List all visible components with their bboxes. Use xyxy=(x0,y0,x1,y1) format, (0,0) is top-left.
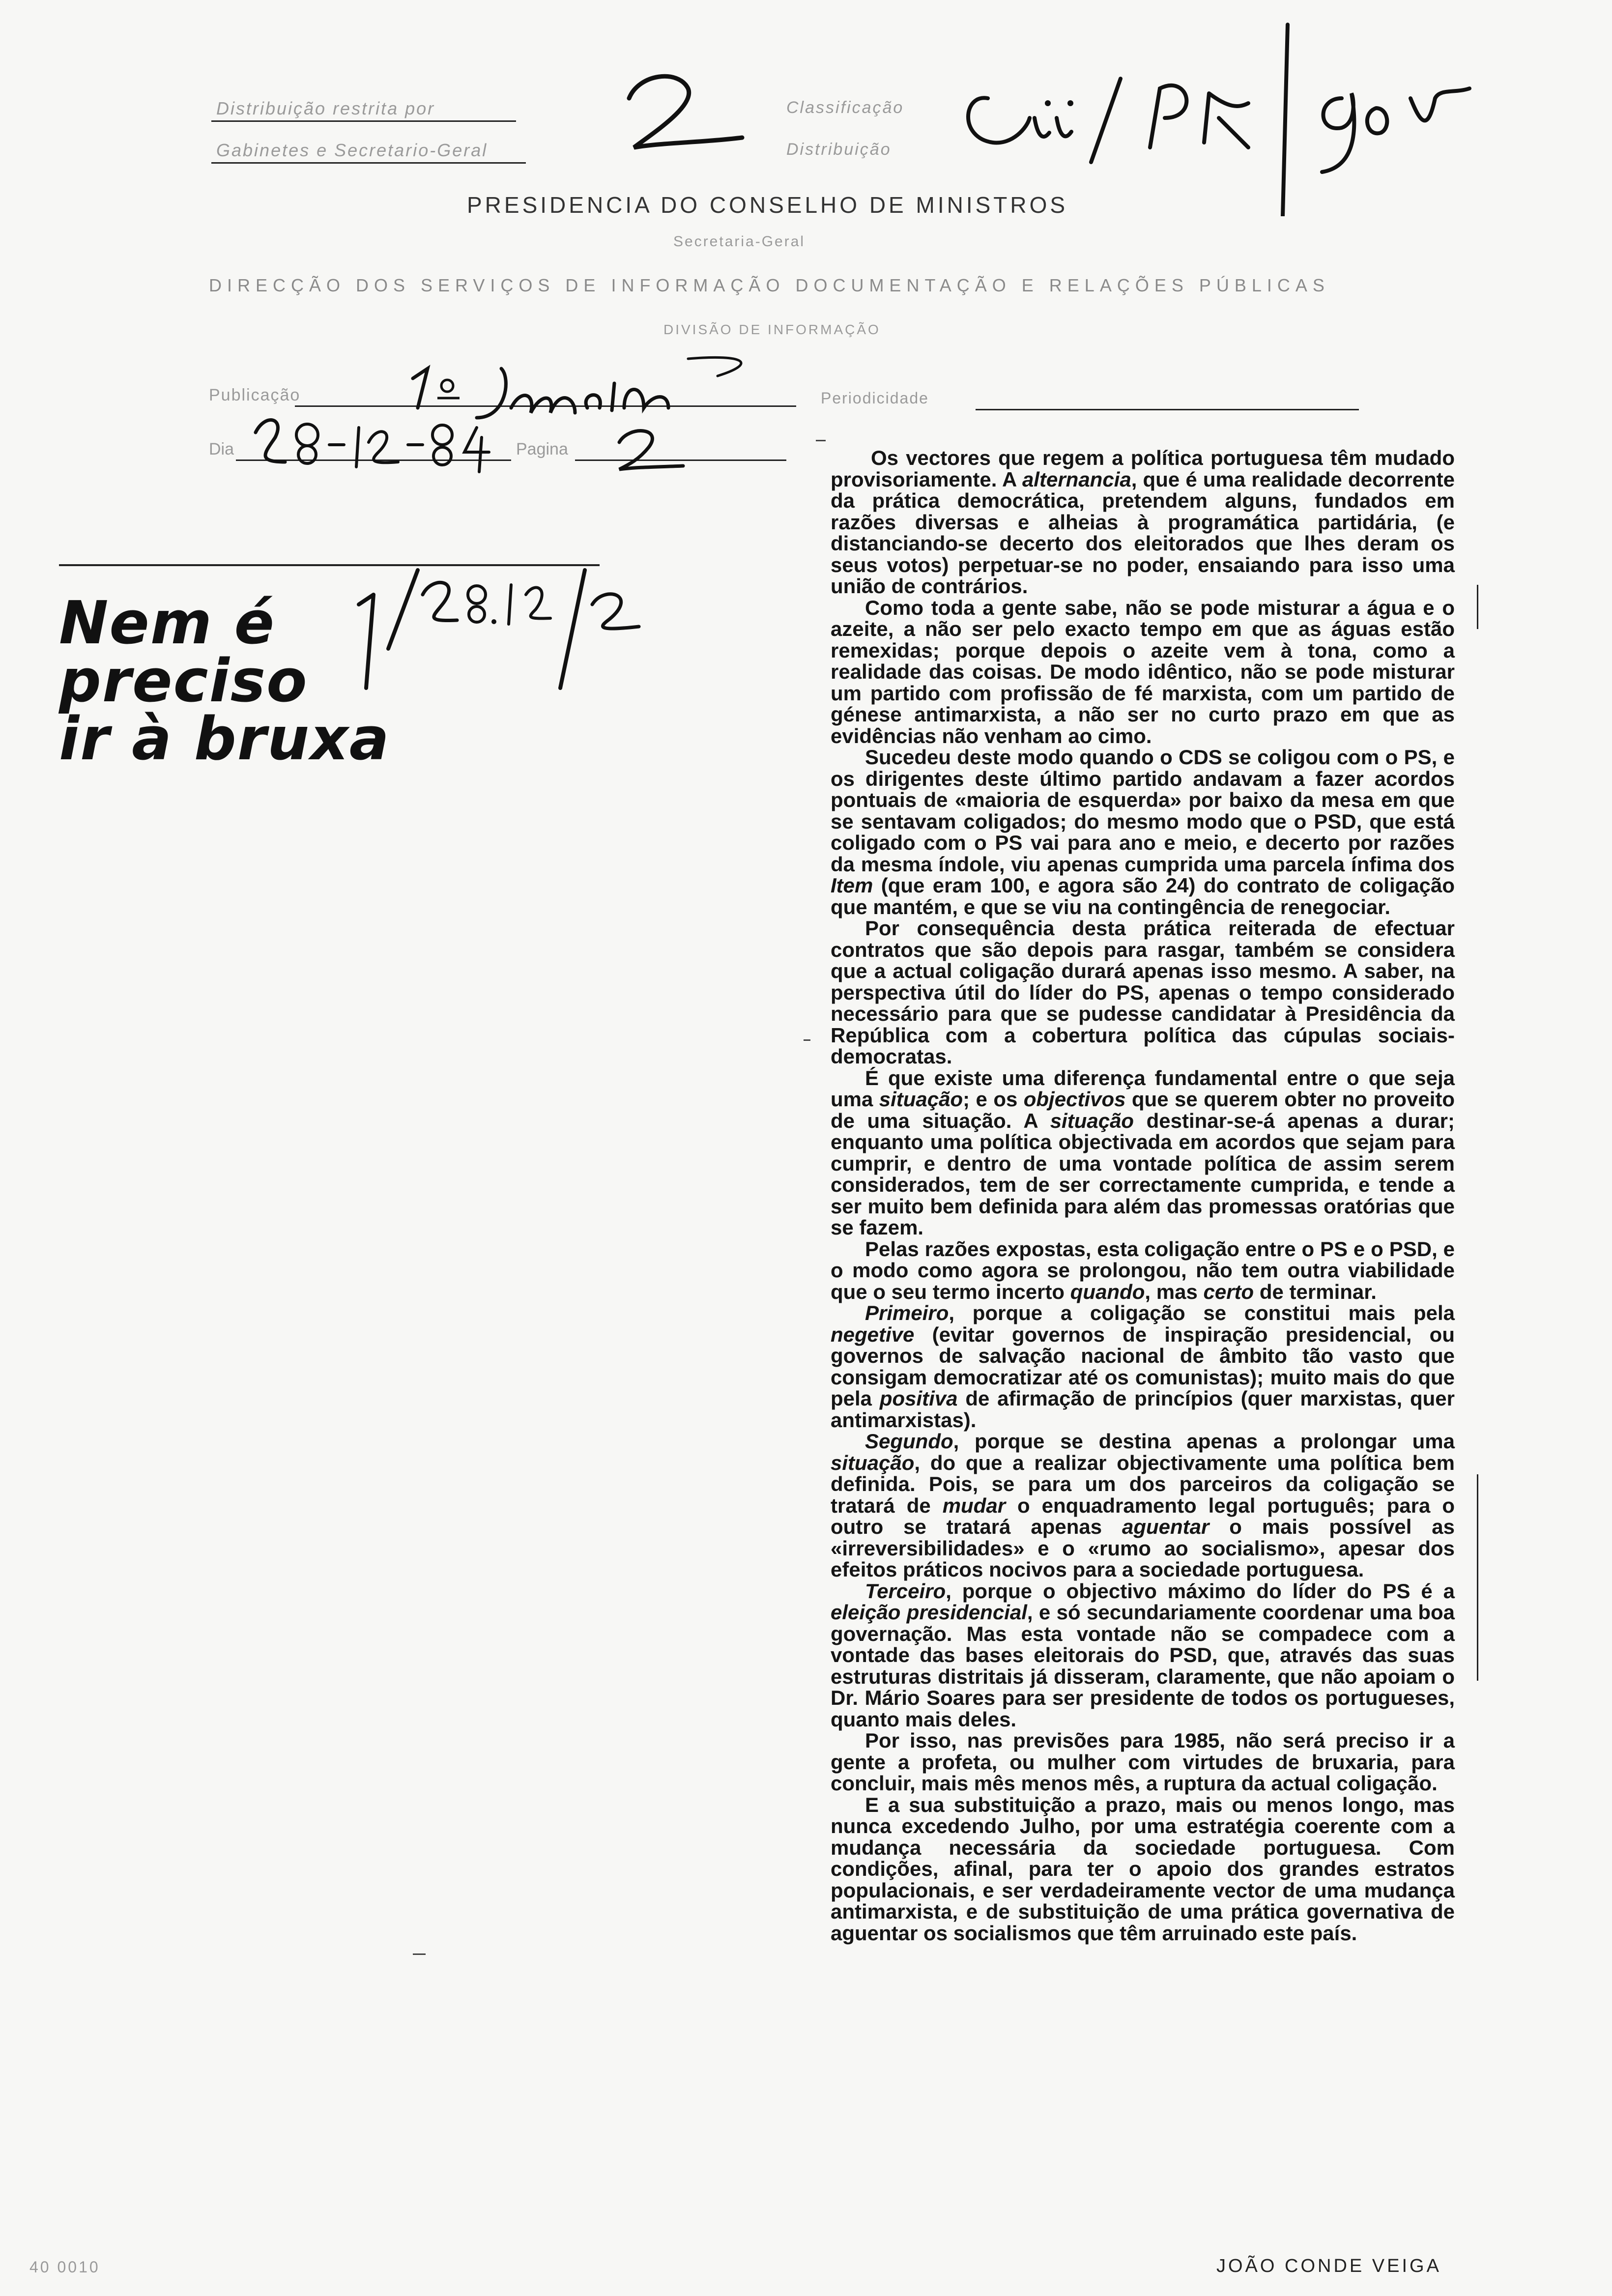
classification-label: Classificação xyxy=(786,98,904,117)
article-paragraph: Terceiro, porque o objectivo máximo do líder do PS é a eleição presidencial, e só secundariamente coordenar uma boa governação. Mas esta vontade não se compadece com a vontade das bases eleitorais do PSD, que, através das suas estruturas distritais já disseram, claramente, que não apoiam o Dr. Mário Soares para ser presidente de todos os portugueses, quanto mais deles. xyxy=(831,1579,1455,1731)
article-paragraph: E a sua substituição a prazo, mais ou menos longo, mas nunca excedendo Julho, por uma estratégia coerente com a mudança necessária da sociedade portuguesa. Com condições, afinal, para ter o apoio dos grandes estratos populacionais, e ser verdadeiramente vector de uma mudança antimarxista, e de substituição de uma prática governativa de aguentar os socialismos que têm arruinado este país. xyxy=(831,1793,1455,1945)
article-paragraph: Primeiro, porque a coligação se constitui mais pela negetive (evitar governos de inspiração presidencial, ou governos de salvação nacional de âmbito tão vasto que consigam democratizar até os comunistas); muito mais do que pela positiva de afirmação de princípios (quer marxistas, quer antimarxistas). xyxy=(831,1301,1455,1432)
handwritten-classification xyxy=(944,20,1494,216)
distribution-underline-2 xyxy=(211,162,526,164)
article-byline: JOÃO CONDE VEIGA xyxy=(1216,2256,1441,2276)
divider-dash xyxy=(816,440,826,441)
margin-dash xyxy=(804,1039,810,1041)
article-paragraph: Por isso, nas previsões para 1985, não será preciso ir a gente a profeta, ou mulher com virtudes de bruxaria, para concluir, mais mês menos mês, a ruptura da actual coligação. xyxy=(831,1729,1455,1795)
headline-line-1: Nem é preciso xyxy=(59,589,308,716)
periodicity-underline xyxy=(976,409,1359,410)
periodicity-label: Periodicidade xyxy=(821,389,929,407)
margin-line xyxy=(1477,1474,1478,1681)
handwritten-day xyxy=(246,403,501,477)
article-paragraph: Por consequência desta prática reiterada de efectuar contratos que são depois para rasgar, também se considera que a actual coligação durará apenas isso mesmo. A saber, na perspectiva útil do líder do PS, apenas o tempo considerado necessário para que se pudesse candidatar à Presidência da República com a cobertura política das cúpulas sociais-democratas. xyxy=(831,917,1455,1068)
handwritten-date-note xyxy=(344,565,649,693)
article-paragraph: Sucedeu deste modo quando o CDS se coligou com o PS, e os dirigentes deste último partido andavam a fazer acordos pontuais de «maioria de esquerda» por baixo da mesa em que se sentavam coligados; do mesmo modo que o PSD, que está coligado com o PS vai para ano e meio, e decerto por razões da mesma índole, viu apenas cumprida uma parcela ínfima dos Item (que eram 100, e agora são 24) do contrato de coligação que mantém, e que se viu na contingência de renegociar. xyxy=(831,746,1455,918)
footer-code: 40 0010 xyxy=(29,2258,100,2276)
secretariat-label: Secretaria-Geral xyxy=(673,233,806,250)
article-body xyxy=(831,447,1455,1944)
distribution-label: Distribuição xyxy=(786,140,892,159)
article-paragraph: Como toda a gente sabe, não se pode misturar a água e o azeite, a não ser pelo exacto tempo em que as águas estão remexidas; porque depois o azeite vem à tona, como a realidade das coisas. De modo idêntico, não se pode misturar um partido com profissão de fé marxista, com um partido de génese antimarxista, a não ser no curto prazo em que as evidências não venham ao cimo. xyxy=(831,596,1455,747)
handwritten-number-2 xyxy=(614,69,752,157)
page-label: Pagina xyxy=(516,440,568,459)
distribution-line-2: Gabinetes e Secretario-Geral xyxy=(216,140,488,160)
distribution-underline-1 xyxy=(211,120,516,122)
article-paragraph: Segundo, porque se destina apenas a prolongar uma situação, do que a realizar objectivamente uma política bem definida. Pois, se para um dos parceiros da coligação se tratará de mudar o enquadramento legal português; para o outro se tratará apenas aguentar o mais possível as «irreversibilidades» e o «rumo ao socialismo», apesar dos efeitos práticos nocivos para a sociedade portuguesa. xyxy=(831,1430,1455,1581)
day-label: Dia xyxy=(209,440,234,459)
division-label: DIVISÃO DE INFORMAÇÃO xyxy=(663,322,881,337)
headline-line-2: ir à bruxa xyxy=(59,705,390,774)
article-paragraph: É que existe uma diferença fundamental entre o que seja uma situação; e os objectivos que se querem obter no proveito de uma situação. A situação destinar-se-á apenas a durar; enquanto uma política objectivada em acordos que sejam para cumprir, e dentro de uma vontade política de assim serem considerados, tem de ser correctamente cumprida, e tende a ser muito bem definida para além das promessas oratórias que se fazem. xyxy=(831,1066,1455,1239)
distribution-line-1: Distribuição restrita por xyxy=(216,98,435,118)
margin-line xyxy=(1477,585,1478,629)
presidency-title: PRESIDENCIA DO CONSELHO DE MINISTROS xyxy=(467,192,1068,218)
margin-dash xyxy=(413,1953,426,1955)
article-paragraph: Pelas razões expostas, esta coligação entre o PS e o PSD, e o modo como agora se prolongou, não tem outra viabilidade que o seu termo incerto quando, mas certo de terminar. xyxy=(831,1237,1455,1303)
publication-label: Publicação xyxy=(209,386,301,404)
article-paragraph: Os vectores que regem a política portuguesa têm mudado provisoriamente. A alternancia, que é uma realidade decorrente da prática democrática, pretendem alguns, fundados em razões diversas e alheias à programática partidária, (e distanciando-se decerto dos eleitorados que lhes deram os seus votos) perpetuar-se no poder, ensaiando para isso uma união de contrários. xyxy=(831,446,1455,598)
direction-title: DIRECÇÃO DOS SERVIÇOS DE INFORMAÇÃO DOCUMENTAÇÃO E RELAÇÕES PÚBLICAS xyxy=(209,275,1330,295)
handwritten-page xyxy=(609,423,688,477)
